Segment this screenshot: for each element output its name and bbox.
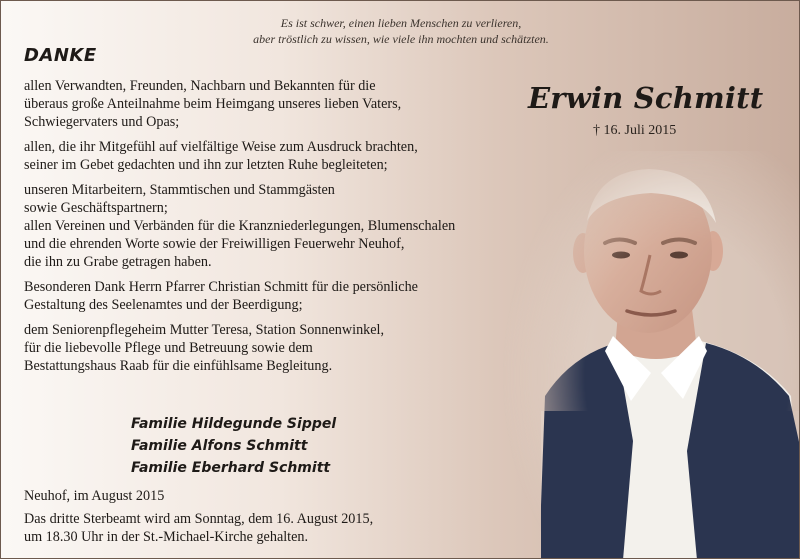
- family-name: Familie Hildegunde Sippel: [131, 416, 337, 432]
- family-name: Familie Alfons Schmitt: [131, 438, 308, 454]
- text-line: unseren Mitarbeitern, Stammtischen und Stammgästen: [24, 182, 335, 198]
- text-line: Gestaltung des Seelenamtes und der Beerdigung;: [24, 297, 303, 313]
- family-signatures: [131, 413, 336, 479]
- portrait-photo-icon: [501, 151, 800, 559]
- text-line: die ihn zu Grabe getragen haben.: [24, 254, 212, 270]
- motto-line-2: aber tröstlich zu wissen, wie viele ihn mochten und schätzten.: [253, 32, 549, 46]
- text-line: und die ehrenden Worte sowie der Freiwilligen Feuerwehr Neuhof,: [24, 236, 405, 252]
- text-line: Bestattungshaus Raab für die einfühlsame Begleitung.: [24, 358, 333, 374]
- paragraph-relatives: [24, 77, 529, 131]
- thanks-text: [24, 77, 529, 382]
- text-line: dem Seniorenpflegeheim Mutter Teresa, Station Sonnenwinkel,: [24, 322, 385, 338]
- text-line: Schwiegervaters und Opas;: [24, 114, 180, 130]
- paragraph-staff-clubs: [24, 181, 529, 271]
- deceased-name: Erwin Schmitt: [528, 81, 764, 115]
- paragraph-care-home: [24, 321, 529, 375]
- text-line: sowie Geschäftspartnern;: [24, 200, 168, 216]
- text-line: seiner im Gebet gedachten und ihn zur letzten Ruhe begleiteten;: [24, 157, 388, 173]
- paragraph-sympathy: [24, 138, 529, 174]
- motto-line-1: Es ist schwer, einen lieben Menschen zu verlieren,: [280, 16, 522, 30]
- text-line: für die liebevolle Pflege und Betreuung sowie dem: [24, 340, 313, 356]
- text-line: allen, die ihr Mitgefühl auf vielfältige Weise zum Ausdruck brachten,: [24, 139, 418, 155]
- service-line: Das dritte Sterbeamt wird am Sonntag, dem 16. August 2015,: [24, 511, 374, 527]
- text-line: allen Vereinen und Verbänden für die Kranzniederlegungen, Blumenschalen: [24, 218, 456, 234]
- family-name: Familie Eberhard Schmitt: [131, 460, 331, 476]
- death-date: † 16. Juli 2015: [593, 123, 677, 138]
- service-line: um 18.30 Uhr in der St.-Michael-Kirche gehalten.: [24, 529, 309, 545]
- paragraph-priest: [24, 278, 529, 314]
- text-line: Besonderen Dank Herrn Pfarrer Christian Schmitt für die persönliche: [24, 279, 418, 295]
- place-date: Neuhof, im August 2015: [24, 488, 165, 504]
- text-line: überaus große Anteilnahme beim Heimgang unseres lieben Vaters,: [24, 96, 402, 112]
- footer-info: [24, 487, 373, 546]
- heading-danke: DANKE: [24, 45, 97, 66]
- text-line: allen Verwandten, Freunden, Nachbarn und Bekannten für die: [24, 78, 376, 94]
- motto-quote: [171, 15, 631, 47]
